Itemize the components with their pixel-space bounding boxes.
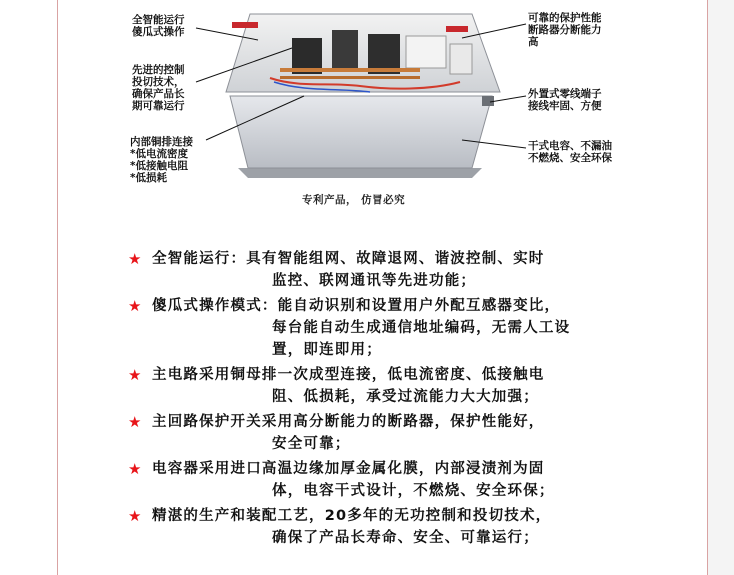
feature-text-cont: 安全可靠；: [272, 436, 351, 452]
feature-item: [128, 505, 648, 549]
feature-text-cont: 置，即连即用；: [272, 342, 382, 358]
feature-item: [128, 248, 648, 292]
feature-item: [128, 458, 648, 502]
product-image: [210, 8, 510, 188]
star-icon: ★: [128, 507, 143, 525]
star-icon: ★: [128, 413, 143, 431]
feature-text: 主回路保护开关采用高分断能力的断路器，保护性能好，: [152, 414, 545, 430]
callout-breaker-protection: 可靠的保护性能 断路器分断能力 高: [528, 12, 602, 48]
callout-switching-tech: 先进的控制 投切技术， 确保产品长 期可靠运行: [132, 64, 185, 112]
feature-item: [128, 295, 648, 361]
feature-list: [128, 248, 648, 552]
feature-text-cont: 阻、低损耗，承受过流能力大大加强；: [272, 389, 539, 405]
left-border-line: [57, 0, 58, 575]
star-icon: ★: [128, 366, 143, 384]
feature-item: [128, 364, 648, 408]
feature-item: [128, 411, 648, 455]
feature-text: 精湛的生产和装配工艺，20多年的无功控制和投切技术，: [152, 508, 552, 524]
feature-text-cont: 确保了产品长寿命、安全、可靠运行；: [272, 530, 539, 546]
star-icon: ★: [128, 460, 143, 478]
feature-text-cont: 每台能自动生成通信地址编码，无需人工设: [272, 320, 571, 336]
callout-copper-busbar: 内部铜排连接 *低电流密度 *低接触电阻 *低损耗: [130, 136, 193, 184]
star-icon: ★: [128, 297, 143, 315]
star-icon: ★: [128, 250, 143, 268]
feature-text-cont: 监控、联网通讯等先进功能；: [272, 273, 477, 289]
callout-dry-capacitor: 干式电容、不漏油 不燃烧、安全环保: [528, 140, 612, 164]
callout-smart-operation: 全智能运行 傻瓜式操作: [132, 14, 185, 38]
feature-text: 电容器采用进口高温边缘加厚金属化膜，内部浸渍剂为固: [152, 461, 545, 477]
feature-text: 主电路采用铜母排一次成型连接，低电流密度、低接触电: [152, 367, 545, 383]
right-margin-strip: [708, 0, 734, 575]
feature-text: 傻瓜式操作模式：能自动识别和设置用户外配互感器变比，: [152, 298, 561, 314]
callout-neutral-terminal: 外置式零线端子 接线牢固、方便: [528, 88, 602, 112]
patent-caption: 专利产品， 仿冒必究: [302, 194, 406, 206]
feature-text-cont: 体，电容干式设计，不燃烧、安全环保；: [272, 483, 555, 499]
feature-text: 全智能运行：具有智能组网、故障退网、谐波控制、实时: [152, 251, 545, 267]
